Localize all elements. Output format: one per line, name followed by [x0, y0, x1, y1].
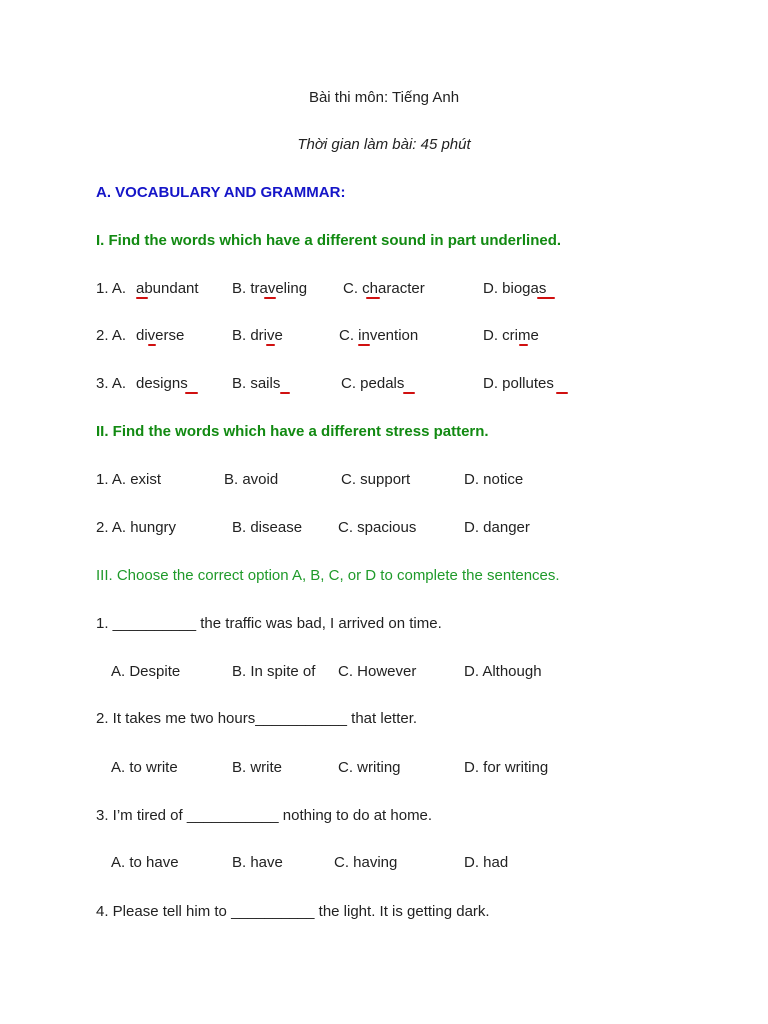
- underline-mark: [366, 297, 380, 299]
- option-b: B. have: [232, 854, 283, 871]
- underline-mark: [136, 297, 148, 299]
- option-b: B. sails: [232, 375, 281, 392]
- underline-mark: [148, 344, 156, 346]
- option-b: B. In spite of: [232, 663, 316, 680]
- option-c: C. character: [343, 280, 425, 297]
- option-c: C. pedals: [341, 375, 405, 392]
- underline-mark: [403, 392, 415, 394]
- option-b: B. write: [232, 759, 283, 776]
- option-a: 1. A. exist: [96, 471, 162, 488]
- part-1-heading: I. Find the words which have a different sound in part underlined.: [96, 232, 562, 249]
- option-a: designs: [136, 375, 188, 392]
- option-d: D. danger: [464, 519, 530, 536]
- option-d: D. Although: [464, 663, 542, 680]
- question-text: 3. I’m tired of ___________ nothing to do at home.: [96, 807, 433, 824]
- option-d: D. biogas: [483, 280, 547, 297]
- option-a: A. to have: [111, 854, 179, 871]
- option-c: C. spacious: [338, 519, 417, 536]
- underline-mark: [264, 297, 276, 299]
- question-text: 1. __________ the traffic was bad, I arrived on time.: [96, 615, 442, 632]
- option-c: C. writing: [338, 759, 401, 776]
- option-c: C. support: [341, 471, 411, 488]
- option-a: abundant: [136, 280, 199, 297]
- exam-time: Thời gian làm bài: 45 phút: [297, 136, 471, 153]
- exam-title: Bài thi môn: Tiếng Anh: [308, 89, 460, 106]
- option-a: diverse: [136, 327, 185, 344]
- option-b: B. disease: [232, 519, 303, 536]
- underline-mark: [358, 344, 370, 346]
- underline-mark: [266, 344, 275, 346]
- underline-mark: [519, 344, 528, 346]
- part-3-heading: III. Choose the correct option A, B, C, or D to complete the sentences.: [96, 567, 560, 584]
- option-b: B. traveling: [232, 280, 308, 297]
- question-number: 2. A.: [96, 327, 127, 344]
- underline-mark: [185, 392, 198, 394]
- option-b: B. drive: [232, 327, 283, 344]
- option-b: B. avoid: [224, 471, 279, 488]
- option-a: A. Despite: [111, 663, 181, 680]
- option-d: D. had: [464, 854, 509, 871]
- question-number: 3. A.: [96, 375, 127, 392]
- underline-mark: [556, 392, 568, 394]
- option-c: C. However: [338, 663, 417, 680]
- part-2-heading: II. Find the words which have a different stress pattern.: [96, 423, 489, 440]
- option-a: 2. A. hungry: [96, 519, 177, 536]
- option-c: C. having: [334, 854, 398, 871]
- option-a: A. to write: [111, 759, 178, 776]
- option-d: D. notice: [464, 471, 524, 488]
- option-d: D. for writing: [464, 759, 549, 776]
- option-c: C. invention: [339, 327, 419, 344]
- underline-mark: [280, 392, 290, 394]
- option-d: D. pollutes: [483, 375, 554, 392]
- option-d: D. crime: [483, 327, 539, 344]
- section-a-heading: A. VOCABULARY AND GRAMMAR:: [96, 184, 346, 201]
- question-number: 1. A.: [96, 280, 127, 297]
- question-text: 4. Please tell him to __________ the light. It is getting dark.: [96, 903, 490, 920]
- underline-mark: [537, 297, 555, 299]
- question-text: 2. It takes me two hours___________ that letter.: [96, 710, 418, 727]
